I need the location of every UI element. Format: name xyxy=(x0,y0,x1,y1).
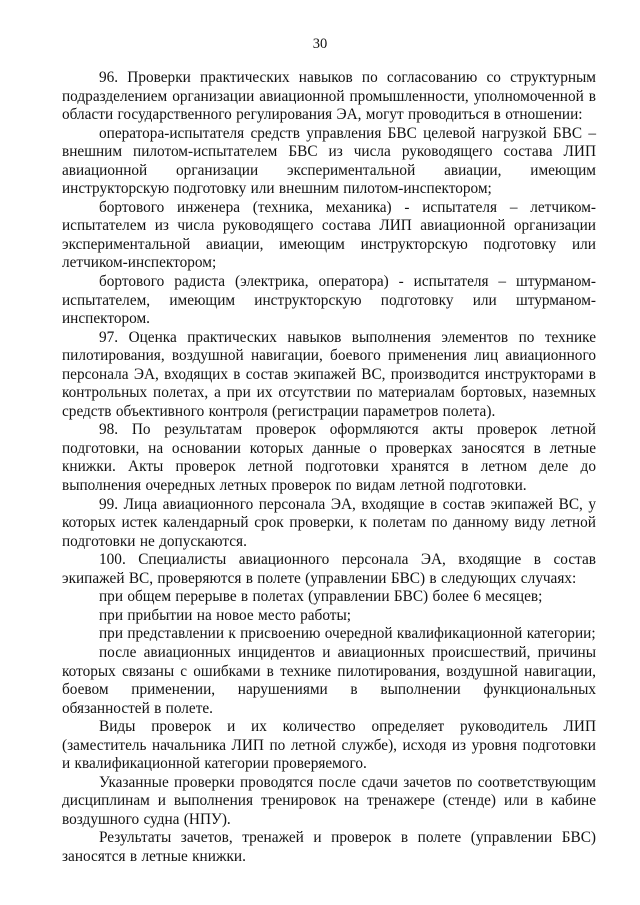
paragraph-check-conditions: Указанные проверки проводятся после сдачи зачетов по соответствующим дисциплинам и выполнения тренировок на тренажере (стенде) или в кабине воздушного судна (НПУ). xyxy=(62,773,596,828)
paragraph-check-types: Виды проверок и их количество определяет руководитель ЛИП (заместитель начальника ЛИП по летной службе), исходя из уровня подготовки и квалификационной категории проверяемого. xyxy=(62,718,596,773)
paragraph-radio-operator: бортового радиста (электрика, оператора) - испытателя – штурманом-испытателем, имеющим инструкторскую подготовку или штурманом-инспектором. xyxy=(62,273,596,328)
page-number: 30 xyxy=(312,36,328,52)
paragraph-96: 96. Проверки практических навыков по согласованию со структурным подразделением организации авиационной промышленности, уполномоченной в области государственного регулирования ЭА, могут проводиться в отношении: xyxy=(62,69,596,124)
paragraph-97: 97. Оценка практических навыков выполнения элементов по технике пилотирования, воздушной навигации, боевого применения лиц авиационного персонала ЭА, входящих в состав экипажей ВС, производится инструкторами в контрольных полетах, а при их отсутствии по материалам бортовых, наземных средств объективного контроля (регистрации параметров полета). xyxy=(62,328,596,420)
case-flight-break: при общем перерыве в полетах (управлении БВС) более 6 месяцев; xyxy=(99,588,543,606)
paragraph-99: 99. Лица авиационного персонала ЭА, входящие в состав экипажей ВС, у которых истек календарный срок проверки, к полетам по данному виду летной подготовки не допускаются. xyxy=(62,495,596,550)
paragraph-operator-tester: оператора-испытателя средств управления БВС целевой нагрузкой БВС – внешним пилотом-испытателем БВС из числа руководящего состава ЛИП авиационной организации экспериментальной авиации, имеющим инструкторскую подготовку или внешним пилотом-инспектором; xyxy=(62,124,596,198)
paragraph-flight-engineer: бортового инженера (техника, механика) - испытателя – летчиком-испытателем из числа руководящего состава ЛИП авиационной организации экспериментальной авиации, имеющим инструкторскую подготовку или летчиком-инспектором; xyxy=(62,198,596,272)
paragraph-results: Результаты зачетов, тренажей и проверок в полете (управлении БВС) заносятся в летные книжки. xyxy=(62,829,596,865)
paragraph-100: 100. Специалисты авиационного персонала ЭА, входящие в состав экипажей ВС, проверяются в полете (управлении БВС) в следующих случаях: xyxy=(62,551,596,587)
case-aviation-incidents: после авиационных инцидентов и авиационных происшествий, причины которых связаны с ошибками в технике пилотирования, воздушной навигации, боевом применении, нарушениями в выполнении функциональных обязанностей в полете. xyxy=(62,643,596,717)
document-body xyxy=(62,69,596,867)
paragraph-98: 98. По результатам проверок оформляются акты проверок летной подготовки, на основании которых данные о проверках заносятся в летные книжки. Акты проверок летной подготовки хранятся в летном деле до выполнения очередных летных проверок по видам летной подготовки. xyxy=(62,421,596,495)
case-qualification-category: при представлении к присвоению очередной квалификационной категории; xyxy=(99,625,596,643)
case-new-workplace: при прибытии на новое место работы; xyxy=(99,606,351,624)
